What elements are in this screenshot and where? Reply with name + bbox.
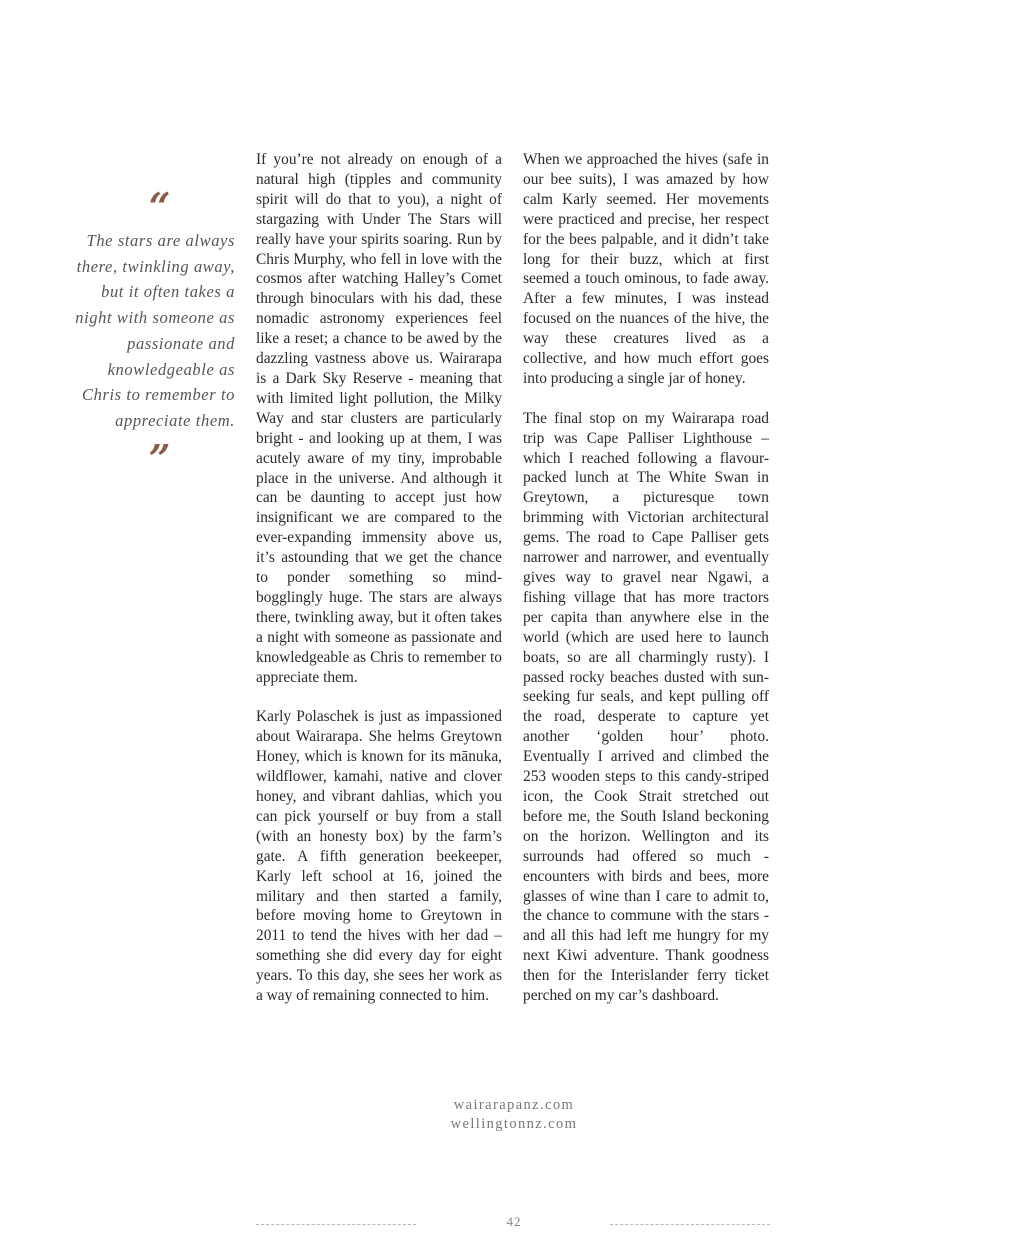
paragraph-hives: When we approached the hives (safe in our bee suits), I was amazed by how calm Karly seemed. Her movements were practiced and precise, her respect for the bees palpable, and it didn’t take long for their buzz, which at first seemed a touch ominous, to fade away. After a few minutes, I was instead focused on the nuances of the hive, the way these creatures lived as a collective, and how much effort goes into producing a single jar of honey. [523, 151, 769, 387]
close-quote-mark: ” [148, 435, 171, 481]
paragraph-stargazing: If you’re not already on enough of a natural high (tipples and community spirit will do that to you), a night of stargazing with Under The Stars will really have your spirits soaring. Run by Chris Murphy, who fell in love with the cosmos after watching Halley’s Comet through binoculars with his dad, these nomadic astronomy experiences feel like a reset; a chance to be awed by the dazzling vastness above us. Wairarapa is a Dark Sky Reserve - meaning that with limited light pollution, the Milky Way and star clusters are particularly bright - and looking up at them, I was acutely aware of my tiny, improbable place in the universe. And although it can be daunting to accept just how insignificant we are compared to the ever-expanding immensity above us, it’s astounding that we get the chance to ponder something so mind-bogglingly huge. The stars are always there, twinkling away, but it often takes a night with someone as passionate and knowledgeable as Chris to remember to appreciate them. [256, 151, 502, 686]
pull-quote-text: The stars are always there, twinkling away, but it often takes a night with someone as passionate and knowledgeable as Chris to remember to appreciate them. [75, 231, 235, 430]
open-quote-mark: “ [148, 184, 171, 229]
article-column-left [256, 150, 502, 1006]
pull-quote [70, 184, 235, 481]
link-wairarapa[interactable]: wairarapanz.com [453, 1097, 575, 1113]
paragraph-cape-palliser: The final stop on my Wairarapa road trip was Cape Palliser Lighthouse – which I reached following a flavour-packed lunch at The White Swan in Greytown, a picturesque town brimming with Victorian architectural gems. The road to Cape Palliser gets narrower and narrower, and eventually gives way to gravel near Ngawi, a fishing village that has more tractors per capita than anywhere else in the world (which are used here to launch boats, so are all charmingly rusty). I passed rocky beaches dusted with sun-seeking fur seals, and kept pulling off the road, desperate to capture yet another ‘golden hour’ photo. Eventually I arrived and climbed the 253 wooden steps to this candy-striped icon, the Cook Strait stretched out before me, the South Island beckoning on the horizon. Wellington and its surrounds had offered so much - encounters with birds and bees, more glasses of wine than I care to admit to, the chance to commune with the stars - and all this had left me hungry for my next Kiwi adventure. Thank goodness then for the Interislander ferry ticket perched on my car’s dashboard. [523, 409, 769, 1005]
website-links [0, 1096, 1028, 1134]
page-number: 42 [506, 1214, 522, 1229]
article-column-right [523, 150, 769, 1006]
paragraph-greytown-honey: Karly Polaschek is just as impassioned about Wairarapa. She helms Greytown Honey, which is known for its mānuka, wildflower, kamahi, native and clover honey, and vibrant dahlias, which you can pick yourself or buy from a stall (with an honesty box) by the farm’s gate. A fifth generation beekeeper, Karly left school at 16, joined the military and then started a family, before moving home to Greytown in 2011 to tend the hives with her dad – something she did every day for eight years. To this day, she sees her work as a way of remaining connected to him. [256, 708, 502, 1005]
footer-dashed-rule-right [610, 1224, 770, 1225]
link-wellington[interactable]: wellingtonnz.com [450, 1116, 578, 1132]
